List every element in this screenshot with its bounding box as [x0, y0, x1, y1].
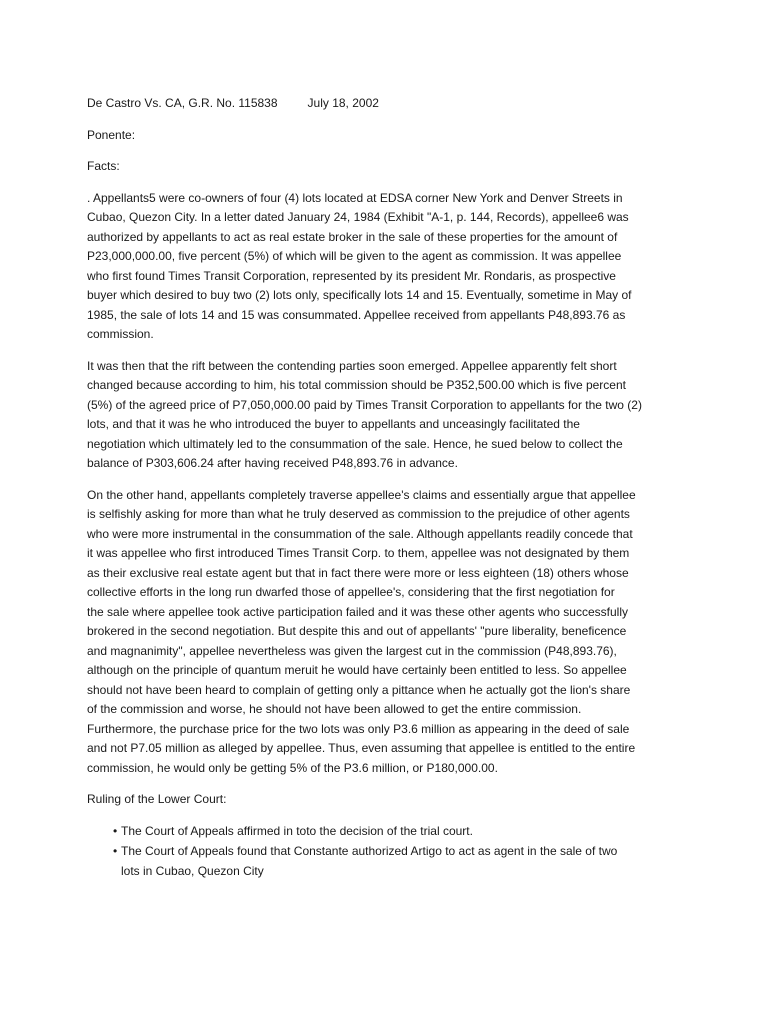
text-line: and magnanimity", appellee nevertheless was given the largest cut in the commission (P48,893.76), [87, 643, 617, 658]
text-line: the sale where appellee took active participation failed and it was these other agents who successfully [87, 604, 628, 619]
text-line: of the commission and worse, he should not have been allowed to get the entire commission. [87, 702, 582, 716]
text-line: buyer which desired to buy two (2) lots only, specifically lots 14 and 15. Eventually, sometime in May of [87, 288, 632, 302]
text-line: lots, and that it was he who introduced the buyer to appellants and unceasingly facilitated the [87, 417, 580, 431]
text-line: collective efforts in the long run dwarfed those of appellee's, considering that the first negotiation for [87, 585, 615, 599]
text-line: balance of P303,606.24 after having received P48,893.76 in advance. [87, 456, 458, 470]
facts-label: Facts: [87, 159, 120, 173]
text-line: authorized by appellants to act as real estate broker in the sale of these properties for the amount of [87, 229, 618, 244]
text-line: brokered in the second negotiation. But despite this and out of appellants' "pure liberality, beneficence [87, 624, 627, 638]
bullet-marker: • [113, 823, 118, 838]
text-line: and not P7.05 million as alleged by appellee. Thus, even assuming that appellee is entitled to the entire [87, 741, 636, 755]
text-line: negotiation which ultimately led to the consummation of the sale. Hence, he sued below to collect the [87, 436, 623, 451]
text-line: The Court of Appeals found that Constante authorized Artigo to act as agent in the sale of two [121, 844, 618, 858]
case-title: De Castro Vs. CA, G.R. No. 115838 [87, 96, 278, 110]
document-body [87, 94, 682, 882]
text-line: commission, he would only be getting 5% of the P3.6 million, or P180,000.00. [87, 760, 498, 775]
text-line: who were more instrumental in the consummation of the sale. Although appellants readily concede that [87, 526, 633, 541]
text-line: 1985, the sale of lots 14 and 15 was consummated. Appellee received from appellants P48,893.76 as [87, 307, 626, 322]
case-title-line [87, 94, 682, 114]
text-line: (5%) of the agreed price of P7,050,000.00 paid by Times Transit Corporation to appellants for the two (2) [87, 397, 642, 412]
facts-paragraph-3 [87, 486, 682, 779]
text-line: should not have been heard to complain of getting only a pittance when he actually got the lion's share [87, 682, 631, 697]
ruling-heading: Ruling of the Lower Court: [87, 792, 227, 806]
bullet-marker: • [113, 844, 118, 858]
text-line: It was then that the rift between the contending parties soon emerged. Appellee apparently felt short [87, 358, 617, 373]
text-line: Cubao, Quezon City. In a letter dated January 24, 1984 (Exhibit "A-1, p. 144, Records), appellee6 was [87, 210, 629, 224]
text-line: as their exclusive real estate agent but that in fact there were more or less eighteen (18) others whose [87, 565, 629, 580]
decision-date: July 18, 2002 [307, 96, 379, 110]
text-line: who first found Times Transit Corporation, represented by its president Mr. Rondaris, as prospective [87, 268, 616, 283]
list-item [87, 822, 682, 842]
facts-paragraph-1 [87, 189, 682, 345]
ruling-bullet-list [87, 822, 682, 882]
text-line: The Court of Appeals affirmed in toto the decision of the trial court. [121, 823, 473, 838]
list-item [87, 842, 682, 881]
text-line: changed because according to him, his total commission should be P352,500.00 which is five percent [87, 378, 626, 392]
text-line: On the other hand, appellants completely traverse appellee's claims and essentially argue that appellee [87, 487, 636, 502]
facts-paragraph-2 [87, 357, 682, 474]
text-line: Furthermore, the purchase price for the two lots was only P3.6 million as appearing in the deed of sale [87, 721, 630, 736]
text-line: is selfishly asking for more than what he truly deserved as commission to the prejudice of other agents [87, 507, 630, 521]
text-line: it was appellee who first introduced Times Transit Corp. to them, appellee was not designated by them [87, 546, 630, 560]
text-line: P23,000,000.00, five percent (5%) of which will be given to the agent as commission. It was appellee [87, 249, 622, 263]
text-line: commission. [87, 327, 154, 341]
text-line: lots in Cubao, Quezon City [121, 863, 264, 878]
text-line: although on the principle of quantum meruit he would have certainly been entitled to less. So appellee [87, 663, 627, 677]
ponente-label: Ponente: [87, 127, 136, 142]
text-line: . Appellants5 were co-owners of four (4) lots located at EDSA corner New York and Denver Streets in [87, 190, 623, 205]
